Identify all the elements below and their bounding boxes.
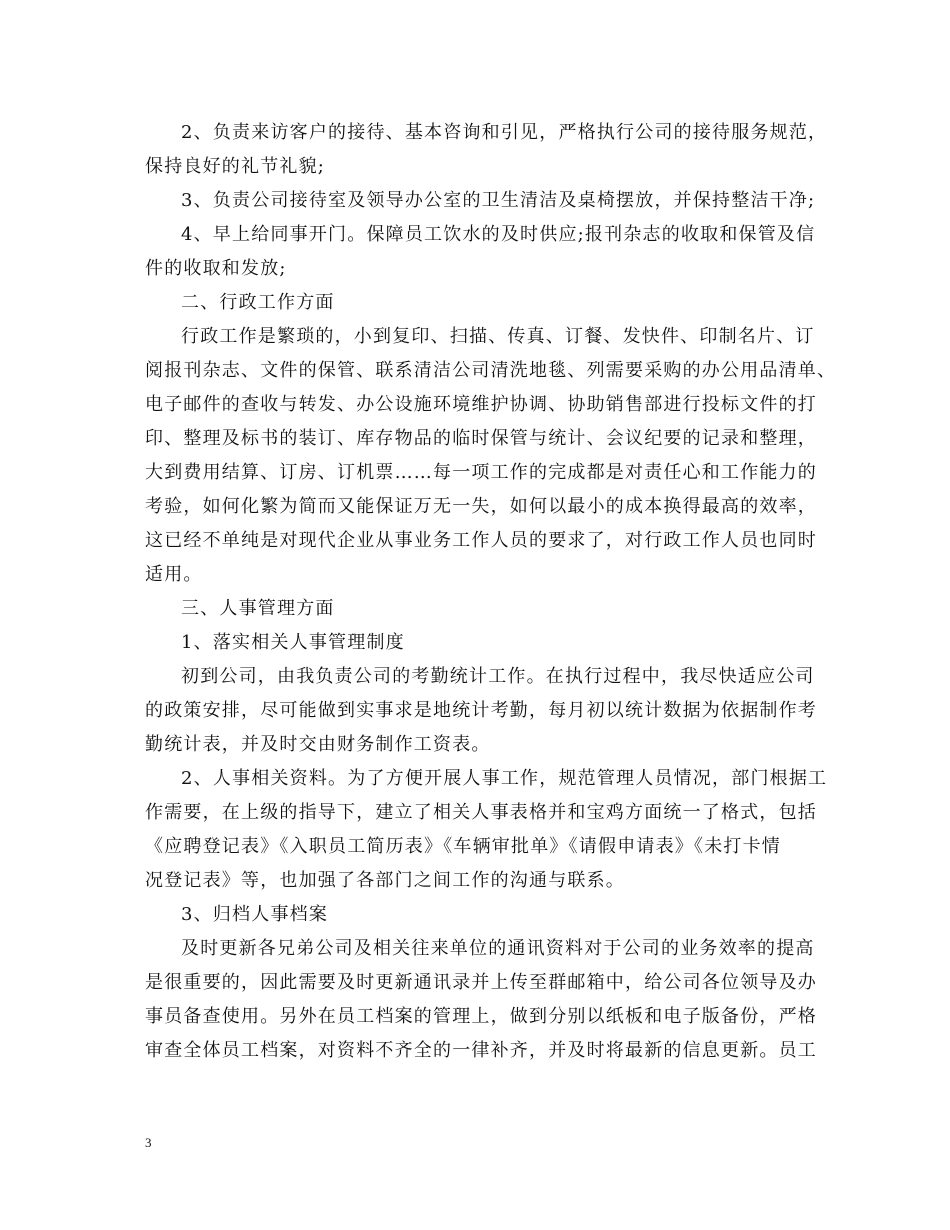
text-line: 况登记表》等，也加强了各部门之间工作的沟通与联系。 — [145, 870, 625, 891]
text-line: 是很重要的，因此需要及时更新通讯录并上传至群邮箱中，给公司各位领导及办 — [145, 972, 817, 993]
text-line: 3、归档人事档案 — [181, 904, 329, 925]
text-line: 的政策安排，尽可能做到实事求是地统计考勤，每月初以统计数据为依据制作考 — [145, 700, 817, 721]
text-line: 件的收取和发放; — [145, 258, 287, 279]
text-line: 这已经不单纯是对现代企业从事业务工作人员的要求了，对行政工作人员也同时 — [145, 530, 817, 551]
text-line: 勤统计表，并及时交由财务制作工资表。 — [145, 734, 491, 755]
text-line: 考验，如何化繁为简而又能保证万无一失，如何以最小的成本换得最高的效率， — [145, 496, 817, 517]
text-line: 作需要，在上级的指导下，建立了相关人事表格并和宝鸡方面统一了格式，包括 — [145, 802, 817, 823]
text-line: 大到费用结算、订房、订机票……每一项工作的完成都是对责任心和工作能力的 — [145, 462, 817, 483]
text-line: 适用。 — [145, 564, 203, 585]
text-line: 《应聘登记表》《入职员工简历表》《车辆审批单》《请假申请表》《未打卡情 — [145, 836, 781, 857]
text-line: 1、落实相关人事管理制度 — [181, 632, 405, 653]
text-line: 保持良好的礼节礼貌; — [145, 156, 326, 177]
document-body — [145, 116, 837, 1068]
text-line: 2、负责来访客户的接待、基本咨询和引见，严格执行公司的接待服务规范， — [181, 122, 828, 143]
text-line: 阅报刊杂志、文件的保管、联系清洁公司清洗地毯、列需要采购的办公用品清单、 — [145, 360, 837, 381]
text-line: 3、负责公司接待室及领导办公室的卫生清洁及桌椅摆放，并保持整洁干净; — [181, 190, 816, 211]
text-line: 三、人事管理方面 — [181, 598, 335, 619]
text-line: 事员备查使用。另外在员工档案的管理上，做到分别以纸板和电子版备份，严格 — [145, 1006, 817, 1027]
text-line: 二、行政工作方面 — [181, 292, 335, 313]
text-line: 4、早上给同事开门。保障员工饮水的及时供应;报刊杂志的收取和保管及信 — [181, 224, 816, 245]
page-number: 3 — [145, 1135, 152, 1150]
text-line: 行政工作是繁琐的，小到复印、扫描、传真、订餐、发快件、印制名片、订 — [181, 326, 815, 347]
text-line: 印、整理及标书的装订、库存物品的临时保管与统计、会议纪要的记录和整理， — [145, 428, 817, 449]
text-line: 电子邮件的查收与转发、办公设施环境维护协调、协助销售部进行投标文件的打 — [145, 394, 817, 415]
text-line: 及时更新各兄弟公司及相关往来单位的通讯资料对于公司的业务效率的提高 — [181, 938, 815, 959]
text-line: 审查全体员工档案，对资料不齐全的一律补齐，并及时将最新的信息更新。员工 — [145, 1040, 817, 1061]
text-line: 初到公司，由我负责公司的考勤统计工作。在执行过程中，我尽快适应公司 — [181, 666, 815, 687]
text-line: 2、人事相关资料。为了方便开展人事工作，规范管理人员情况，部门根据工 — [181, 768, 828, 789]
